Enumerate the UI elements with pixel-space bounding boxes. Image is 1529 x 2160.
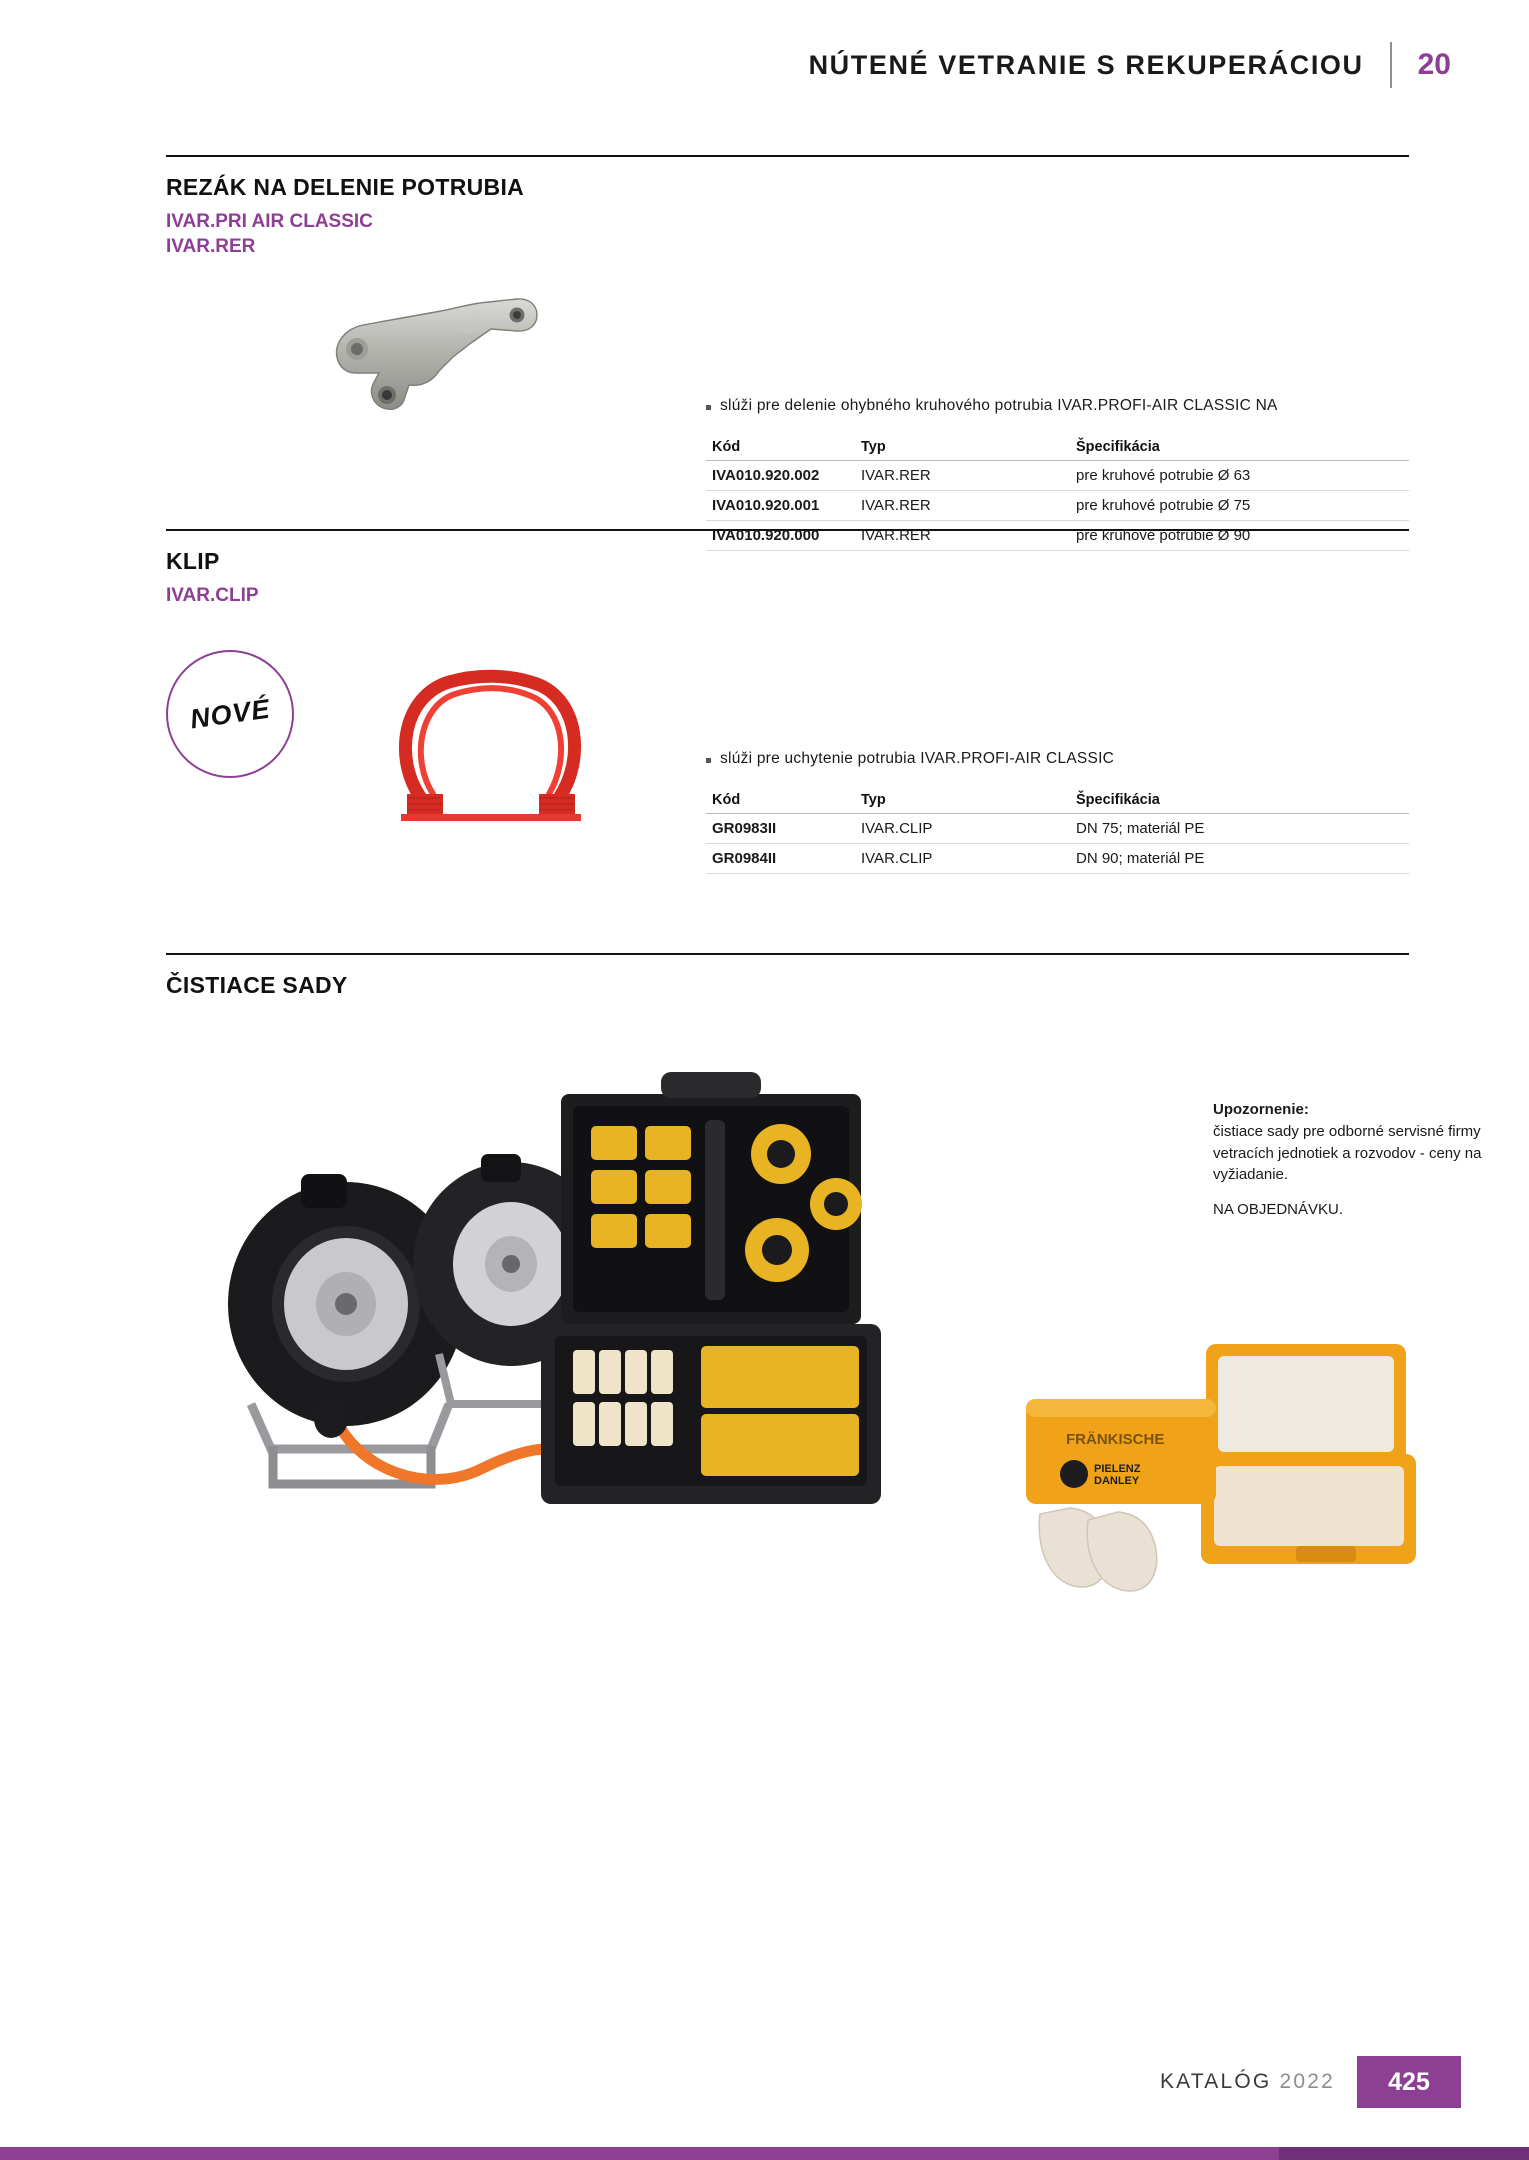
new-badge: [166, 650, 294, 778]
cell-code: IVA010.920.002: [706, 461, 861, 491]
col-header-code: Kód: [706, 788, 861, 814]
bullet-row: [706, 397, 1409, 415]
table-row: [706, 844, 1409, 874]
section-body: [166, 999, 1482, 1719]
section-subtitle-line1: IVAR.PRI AIR CLASSIC: [166, 211, 373, 232]
cell-type: IVAR.RER: [861, 521, 1076, 551]
bullet-square-icon: [706, 758, 711, 763]
table-row: [706, 521, 1409, 551]
svg-text:PIELENZ: PIELENZ: [1094, 1463, 1141, 1476]
table-header-row: [706, 435, 1409, 461]
col-header-spec: Špecifikácia: [1076, 788, 1409, 814]
svg-text:FRÄNKISCHE: FRÄNKISCHE: [1066, 1431, 1165, 1449]
notice-block: [1213, 1099, 1503, 1221]
section-subtitle: [166, 209, 1409, 259]
page-header: [0, 0, 1529, 130]
pipe-cutter-photo: [321, 285, 571, 415]
section-title: KLIP: [166, 548, 220, 575]
footer-accent-bar: [0, 2147, 1529, 2160]
page-content: [166, 155, 1482, 1719]
page-number: 425: [1357, 2056, 1461, 2108]
svg-text:DANLEY: DANLEY: [1094, 1475, 1140, 1488]
bullet-text: slúži pre uchytenie potrubia IVAR.PROFI-AIR CLASSIC: [720, 750, 1115, 768]
cell-type: IVAR.RER: [861, 491, 1076, 521]
section-subtitle-line1: IVAR.CLIP: [166, 585, 259, 607]
table-row: [706, 491, 1409, 521]
page-title: NÚTENÉ VETRANIE S REKUPERÁCIOU: [808, 49, 1364, 80]
section-pipe-cutter: [166, 155, 1409, 545]
footer-catalog-label: [1160, 2070, 1357, 2094]
col-header-type: Typ: [861, 435, 1076, 461]
cell-type: IVAR.CLIP: [861, 814, 1076, 844]
notice-heading: Upozornenie:: [1213, 1101, 1309, 1119]
spec-table: [706, 788, 1409, 874]
spec-table: [706, 435, 1409, 551]
col-header-spec: Špecifikácia: [1076, 435, 1409, 461]
cell-type: IVAR.CLIP: [861, 844, 1076, 874]
orange-case-photo: [996, 1284, 1436, 1604]
page-footer: [0, 2056, 1529, 2108]
new-badge-label: NOVÉ: [187, 693, 272, 735]
bullet-text: slúži pre delenie ohybného kruhového potrubia IVAR.PROFI-AIR CLASSIC NA: [720, 397, 1278, 415]
cell-type: IVAR.RER: [861, 461, 1076, 491]
col-header-type: Typ: [861, 788, 1076, 814]
section-rule: [166, 155, 1409, 157]
cell-spec: DN 90; materiál PE: [1076, 844, 1409, 874]
section-body: [166, 608, 1409, 953]
table-row: [706, 814, 1409, 844]
section-subtitle: [166, 583, 1409, 608]
spec-table-wrapper: [706, 435, 1409, 551]
notice-order-text: NA OBJEDNÁVKU.: [1213, 1201, 1344, 1219]
section-title: ČISTIACE SADY: [166, 972, 348, 999]
cell-spec: pre kruhové potrubie Ø 75: [1076, 491, 1409, 521]
section-title: REZÁK NA DELENIE POTRUBIA: [166, 174, 525, 200]
col-header-code: Kód: [706, 435, 861, 461]
cell-code: GR0984II: [706, 844, 861, 874]
footer-year: 2022: [1279, 2070, 1335, 2093]
cell-spec: DN 75; materiál PE: [1076, 814, 1409, 844]
section-subtitle-line2: IVAR.RER: [166, 236, 256, 258]
spec-table-wrapper: [706, 788, 1409, 874]
cell-spec: pre kruhové potrubie Ø 63: [1076, 461, 1409, 491]
cell-spec: pre kruhové potrubie Ø 90: [1076, 521, 1409, 551]
section-body: [166, 259, 1409, 545]
cell-code: GR0983II: [706, 814, 861, 844]
cell-code: IVA010.920.000: [706, 521, 861, 551]
section-cleaning-kits: [166, 953, 1482, 1719]
section-rule: [166, 953, 1409, 955]
section-clip: [166, 529, 1409, 953]
table-header-row: [706, 788, 1409, 814]
cell-code: IVA010.920.001: [706, 491, 861, 521]
table-row: [706, 461, 1409, 491]
bullet-square-icon: [706, 405, 711, 410]
notice-text: čistiace sady pre odborné servisné firmy vetracích jednotiek a rozvodov - ceny na vyžiadanie.: [1213, 1122, 1482, 1184]
footer-label-text: KATALÓG: [1159, 2070, 1272, 2093]
cleaning-kit-photo: [181, 1054, 931, 1534]
chapter-number: 20: [1417, 48, 1451, 81]
bullet-row: [706, 750, 1409, 768]
pipe-clip-photo: [381, 648, 601, 828]
